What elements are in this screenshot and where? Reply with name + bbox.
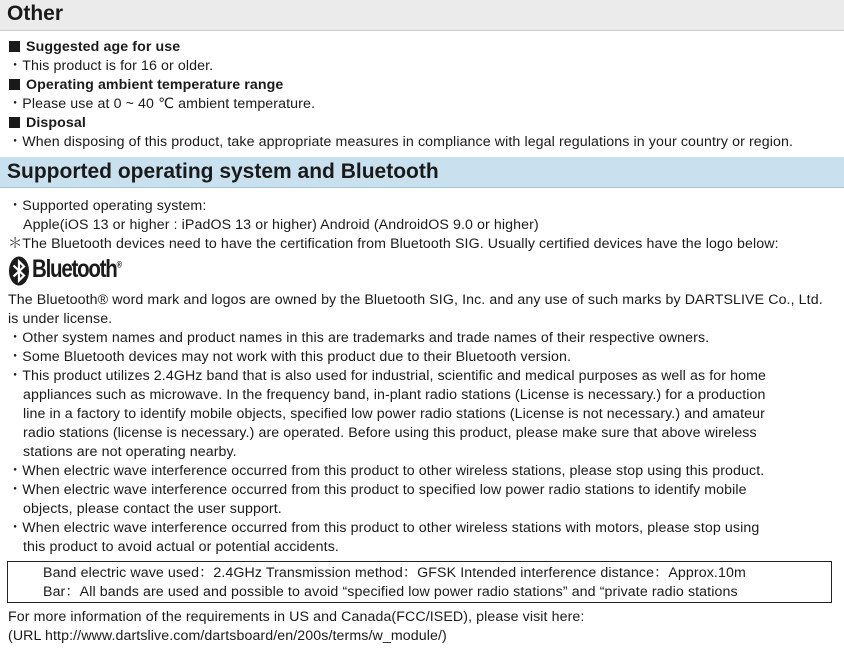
- radio-spec-box: [7, 561, 832, 603]
- square-bullet-icon: [9, 41, 20, 52]
- info-url-link[interactable]: (URL http://www.dartslive.com/dartsboard/en/200s/terms/w_module/): [8, 628, 447, 644]
- disposal-heading: Disposal: [9, 114, 86, 133]
- section-title-other: Other: [7, 2, 64, 25]
- square-bullet-icon: [9, 117, 20, 128]
- list-item-continued: stations are not operating nearby.: [23, 444, 237, 460]
- section-title-supported: Supported operating system and Bluetooth: [7, 160, 439, 183]
- trademark-line-2: is under license.: [8, 311, 113, 327]
- cert-note: ＊The Bluetooth devices need to have the certification from Bluetooth SIG. Usually certified devices have the logo below:: [8, 236, 779, 252]
- list-item: ・This product utilizes 2.4GHz band that is also used for industrial, scientific and medical purposes as well as for home: [8, 368, 766, 384]
- radio-spec-line-1: Band electric wave used：2.4GHz Transmission method：GFSK Intended interference distance：Approx.10m: [43, 565, 746, 581]
- age-heading: Suggested age for use: [9, 38, 180, 57]
- age-text: ・This product is for 16 or older.: [8, 58, 214, 74]
- list-item: ・When electric wave interference occurred from this product to specified low power radio stations to identify mobile: [8, 482, 747, 498]
- info-line-1: For more information of the requirements in US and Canada(FCC/ISED), please visit here:: [8, 609, 585, 625]
- trademark-line-1: The Bluetooth® word mark and logos are owned by the Bluetooth SIG, Inc. and any use of such marks by DARTSLIVE Co., Ltd.: [8, 292, 823, 308]
- os-values: Apple(iOS 13 or higher : iPadOS 13 or higher) Android (AndroidOS 9.0 or higher): [23, 217, 539, 233]
- bluetooth-rune-icon: [8, 256, 30, 286]
- list-item: ・Some Bluetooth devices may not work with this product due to their Bluetooth version.: [8, 349, 571, 365]
- list-item: ・Other system names and product names in this are trademarks and trade names of their respective owners.: [8, 330, 710, 346]
- list-item: ・When electric wave interference occurred from this product to other wireless stations with motors, please stop using: [8, 520, 760, 536]
- os-label: ・Supported operating system:: [8, 198, 207, 214]
- list-item-continued: line in a factory to identify mobile objects, specified low power radio stations (License is not necessary.) and amateur: [23, 406, 765, 422]
- section-header-supported: [0, 157, 844, 188]
- list-item-continued: objects, please contact the user support.: [23, 501, 282, 517]
- bluetooth-wordmark: Bluetooth®: [32, 255, 123, 283]
- square-bullet-icon: [9, 79, 20, 90]
- radio-spec-line-2: Bar：All bands are used and possible to avoid “specified low power radio stations” and “private radio stations: [43, 584, 738, 600]
- list-item: ・When electric wave interference occurred from this product to other wireless stations, please stop using this product.: [8, 463, 765, 479]
- list-item-continued: appliances such as microwave. In the frequency band, in-plant radio stations (License is necessary.) for a production: [23, 387, 766, 403]
- temp-heading: Operating ambient temperature range: [9, 76, 283, 95]
- section-header-other: [0, 0, 844, 31]
- list-item-continued: this product to avoid actual or potential accidents.: [23, 539, 339, 555]
- list-item-continued: radio stations (license is necessary.) are operated. Before using this product, please make sure that above wireless: [23, 425, 757, 441]
- disposal-text: ・When disposing of this product, take appropriate measures in compliance with legal regulations in your country or region.: [8, 134, 794, 150]
- temp-text: ・Please use at 0 ~ 40 ℃ ambient temperature.: [8, 96, 316, 112]
